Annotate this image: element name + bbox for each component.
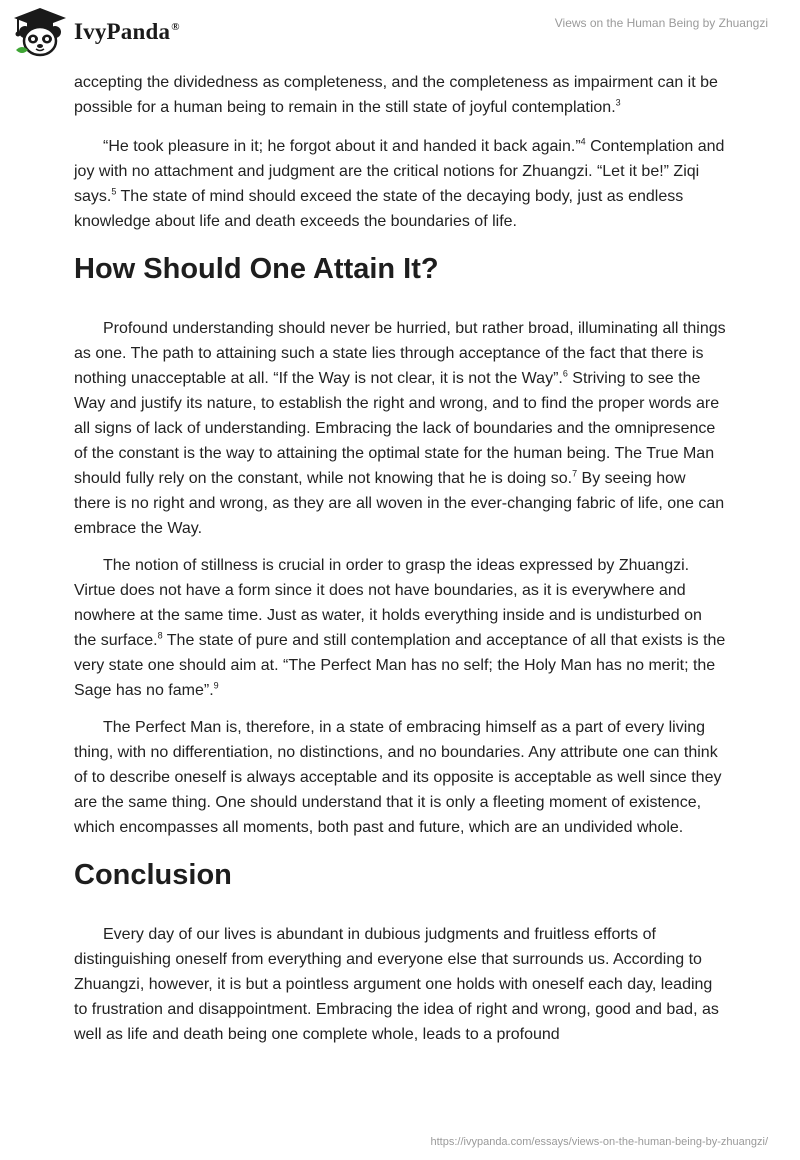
essay-content: [74, 70, 726, 1059]
footnote-ref[interactable]: 6: [562, 368, 568, 379]
footnote-ref[interactable]: 7: [572, 468, 578, 479]
footnote-ref[interactable]: 4: [580, 136, 586, 147]
page-header: [0, 0, 800, 70]
brand-name: IvyPanda®: [74, 19, 180, 44]
paragraph: Every day of our lives is abundant in dubious judgments and fruitless efforts of distinguishing oneself from everything and everyone else that surrounds us. According to Zhuangzi, however, it is but a pointless argument one holds with oneself each day, leading to frustration and disappointment. Embracing the idea of right and wrong, good and bad, as well as life and death being one complete whole, leads to a profound: [74, 926, 719, 1043]
footnote-ref[interactable]: 3: [615, 97, 621, 108]
footnote-ref[interactable]: 5: [111, 186, 117, 197]
section-heading: How Should One Attain It?: [74, 253, 439, 285]
paragraph: The notion of stillness is crucial in order to grasp the ideas expressed by Zhuangzi. Virtue does not have a form since it does not have boundaries, as it is everywhere and nowhere at the same time. Just as water, it holds everything inside and is undisturbed on the surface.$^8$ The state of pure and still contemplation and acceptance of all that exists is the very state one should aim at. “The Perfect Man has no self; the Holy Man has no merit; the Sage has no fame”.$^9$: [74, 557, 726, 699]
paragraph: The Perfect Man is, therefore, in a state of embracing himself as a part of every living thing, with no differentiation, no distinctions, and no boundaries. Any attribute one can think of to describe oneself is always acceptable and its opposite is acceptable as well since they are the same thing. One should understand that it is only a fleeting moment of existence, which encompasses all moments, both past and future, which are an undivided whole.: [74, 719, 722, 836]
paragraph-continued: accepting the dividedness as completeness, and the completeness as impairment can it be possible for a human being to remain in the still state of joyful contemplation.$^3$: [74, 74, 718, 116]
section-heading: Conclusion: [74, 859, 232, 891]
footnote-ref[interactable]: 9: [213, 680, 219, 691]
ivypanda-logo[interactable]: [12, 6, 180, 58]
document-title: Views on the Human Being by Zhuangzi: [554, 16, 768, 30]
source-url[interactable]: https://ivypanda.com/essays/views-on-the-human-being-by-zhuangzi/: [430, 1136, 768, 1148]
paragraph: “He took pleasure in it; he forgot about it and handed it back again.”$^4$ Contemplation and joy with no attachment and judgment are the critical notions for Zhuangzi. “Let it be!” Ziqi says.$^5$ The state of mind should exceed the state of the decaying body, just as endless knowledge about life and death exceeds the boundaries of life.: [74, 136, 725, 230]
paragraph: Profound understanding should never be hurried, but rather broad, illuminating all things as one. The path to attaining such a state lies through acceptance of the fact that there is nothing unacceptable at all. “If the Way is not clear, it is not the Way”.$^6$ Striving to see the Way and justify its nature, to establish the right and wrong, and to find the proper words are all signs of lack of understanding. Embracing the lack of boundaries and the omnipresence of the constant is the way to attaining the optimal state for the human being. The True Man should fully rely on the constant, while not knowing that he is doing so.$^7$ By seeing how there is no right and wrong, as they are all woven in the ever-changing fabric of life, one can embrace the Way.: [74, 320, 726, 537]
panda-graduate-icon: [12, 6, 68, 58]
registered-mark: ®: [171, 21, 180, 34]
footnote-ref[interactable]: 8: [157, 630, 163, 641]
